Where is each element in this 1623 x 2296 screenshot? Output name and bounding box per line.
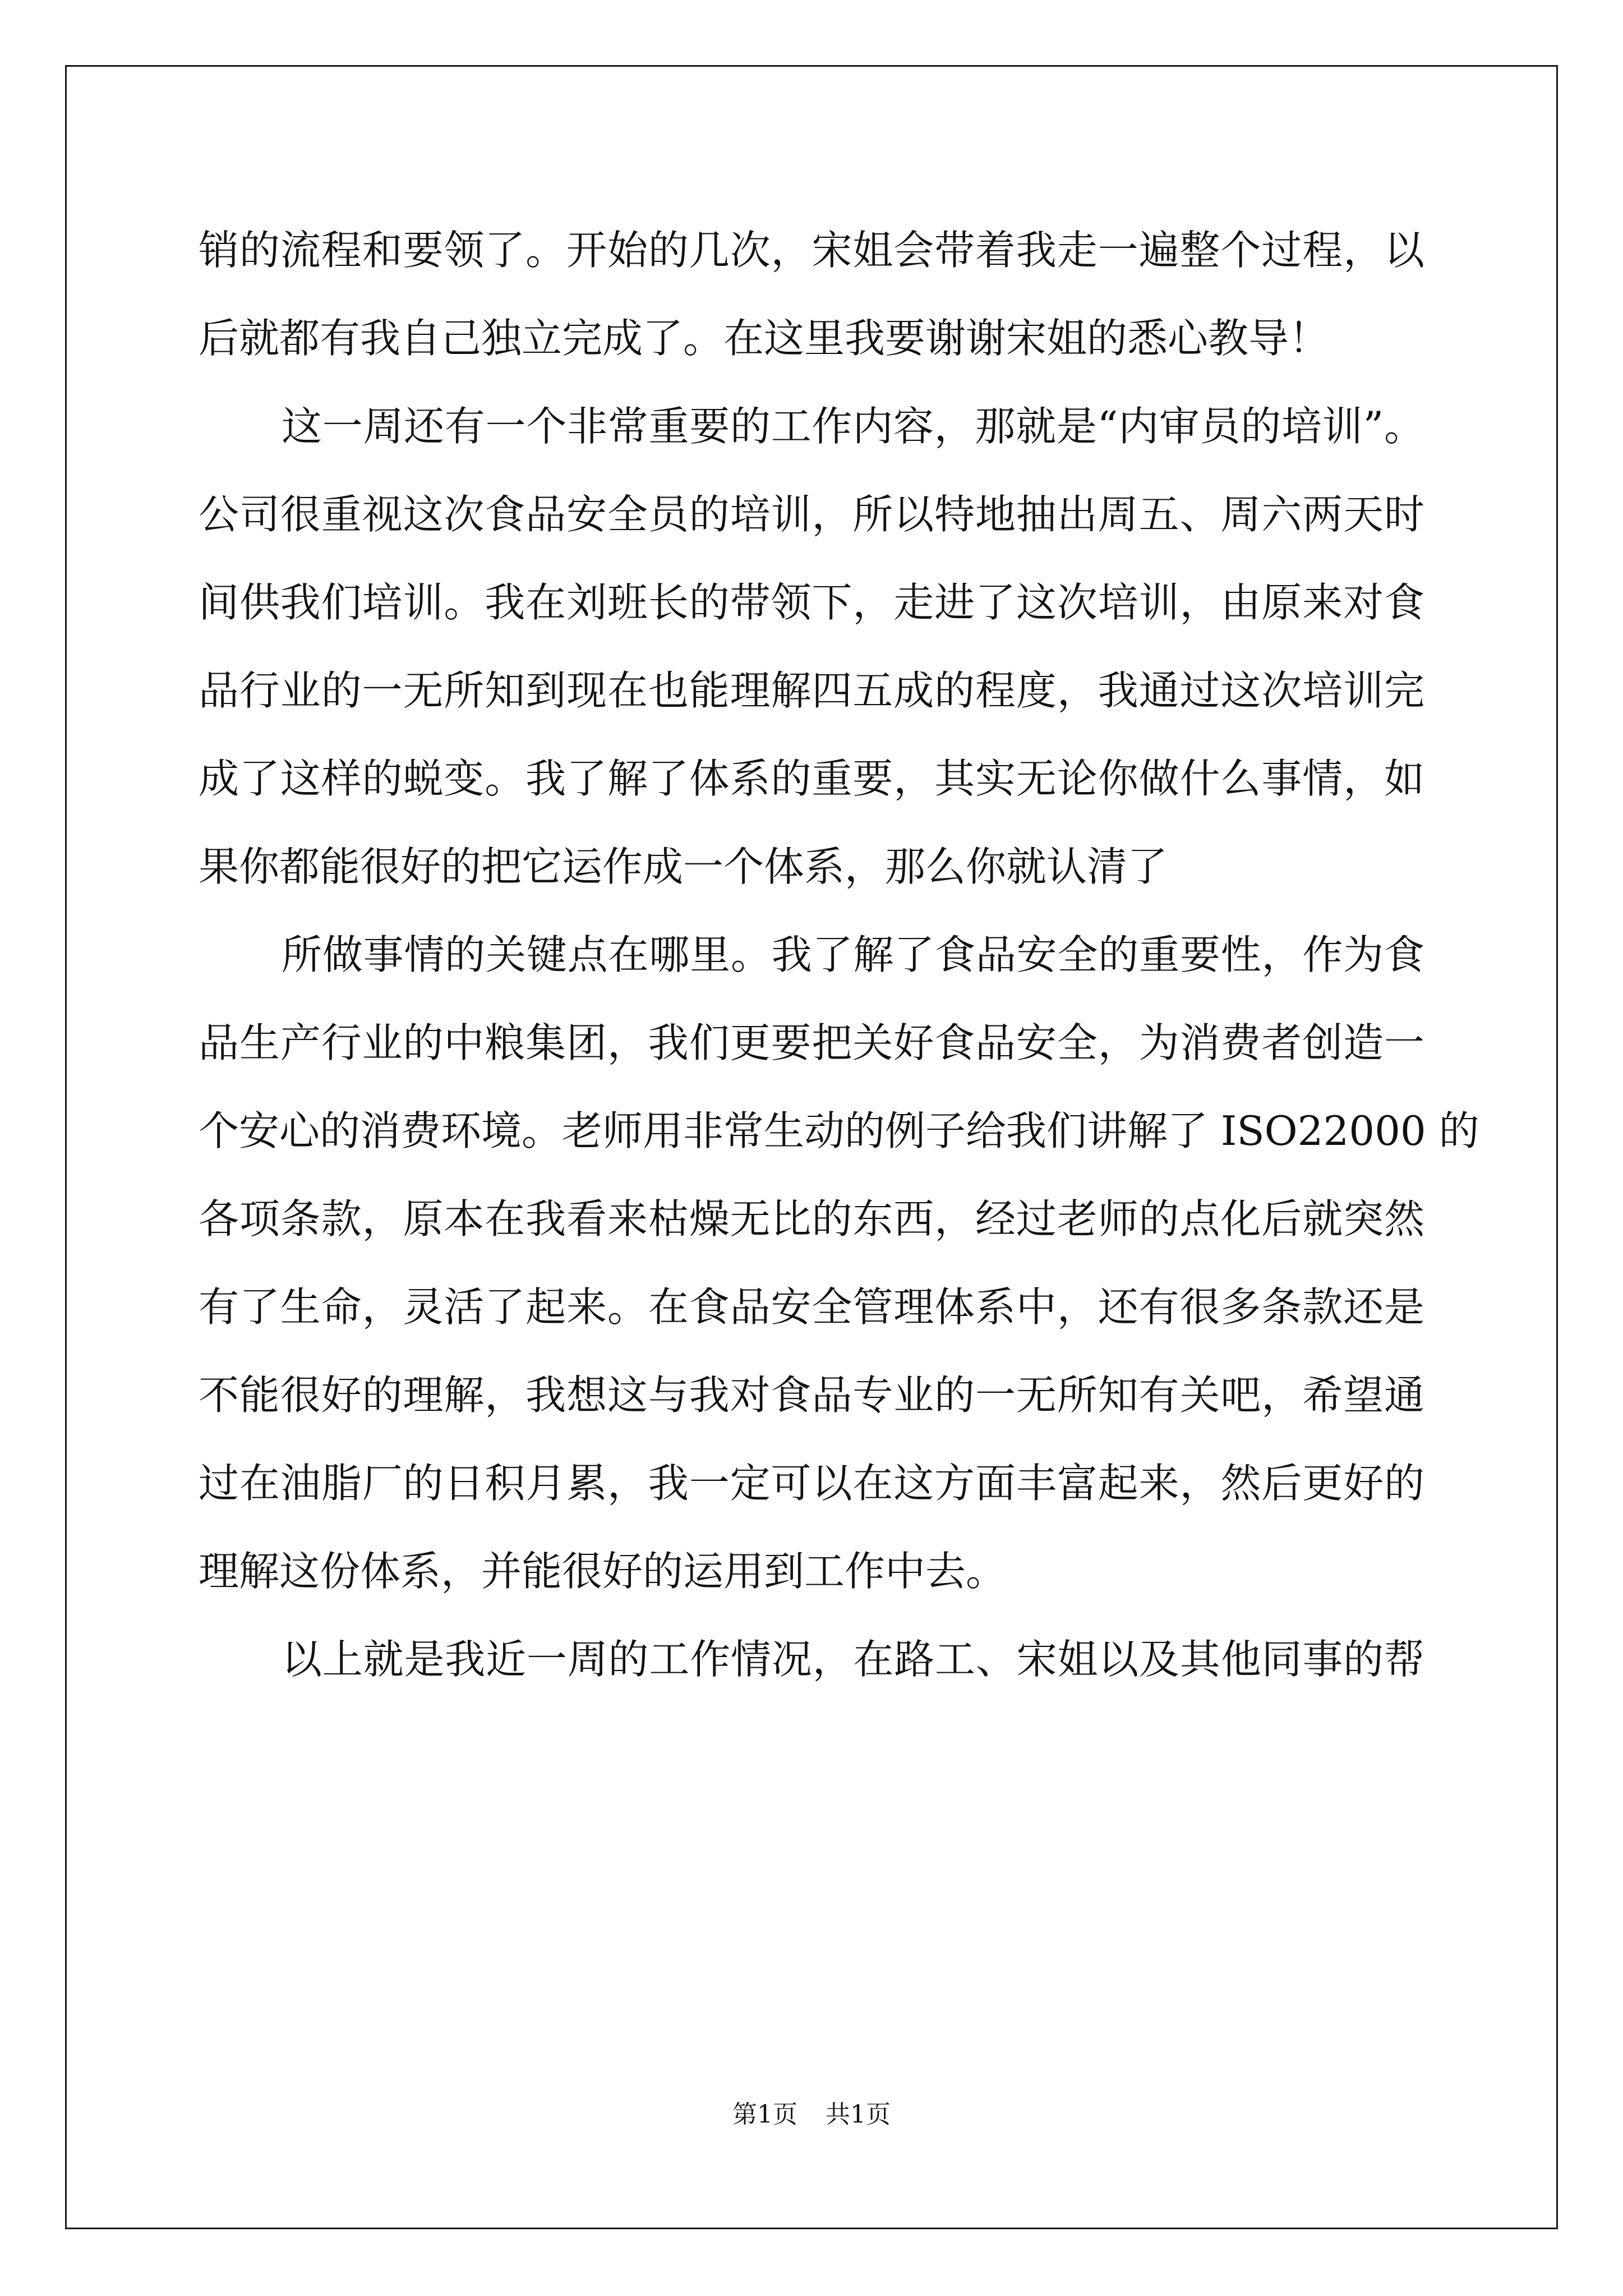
paragraph-start-line: 以上就是我近一周的工作情况，在路工、宋姐以及其他同事的帮	[282, 1636, 1424, 1683]
page-total: 共1页	[826, 2100, 891, 2129]
text-line: 后就都有我自己独立完成了。在这里我要谢谢宋姐的悉心教导！	[199, 315, 1330, 362]
text-line: 品生产行业的中粮集团，我们更要把关好食品安全，为消费者创造一	[199, 1019, 1424, 1066]
text-line: 销的流程和要领了。开始的几次，宋姐会带着我走一遍整个过程，以	[199, 227, 1424, 274]
text-line: 理解这份体系，并能很好的运用到工作中去。	[199, 1548, 1007, 1595]
text-line: 果你都能很好的把它运作成一个体系，那么你就认清了	[199, 843, 1168, 890]
text-line: 各项条款，原本在我看来枯燥无比的东西，经过老师的点化后就突然	[199, 1195, 1424, 1243]
text-line: 品行业的一无所知到现在也能理解四五成的程度，我通过这次培训完	[199, 667, 1424, 714]
text-line: 不能很好的理解，我想这与我对食品专业的一无所知有关吧，希望通	[199, 1372, 1424, 1419]
text-line: 有了生命，灵活了起来。在食品安全管理体系中，还有很多条款还是	[199, 1283, 1424, 1331]
page-footer	[0, 2098, 1623, 2132]
text-line: 公司很重视这次食品安全员的培训，所以特地抽出周五、周六两天时	[199, 491, 1424, 538]
paragraph-start-line: 这一周还有一个非常重要的工作内容，那就是“内审员的培训”。	[282, 403, 1424, 450]
page-number: 第1页	[732, 2100, 797, 2129]
text-line: 过在油脂厂的日积月累，我一定可以在这方面丰富起来，然后更好的	[199, 1460, 1424, 1507]
text-line: 间供我们培训。我在刘班长的带领下，走进了这次培训，由原来对食	[199, 579, 1424, 626]
text-line: 个安心的消费环境。老师用非常生动的例子给我们讲解了 ISO22000 的	[199, 1107, 1479, 1154]
paragraph-start-line: 所做事情的关键点在哪里。我了解了食品安全的重要性，作为食	[282, 931, 1424, 978]
text-line: 成了这样的蜕变。我了解了体系的重要，其实无论你做什么事情，如	[199, 755, 1424, 802]
